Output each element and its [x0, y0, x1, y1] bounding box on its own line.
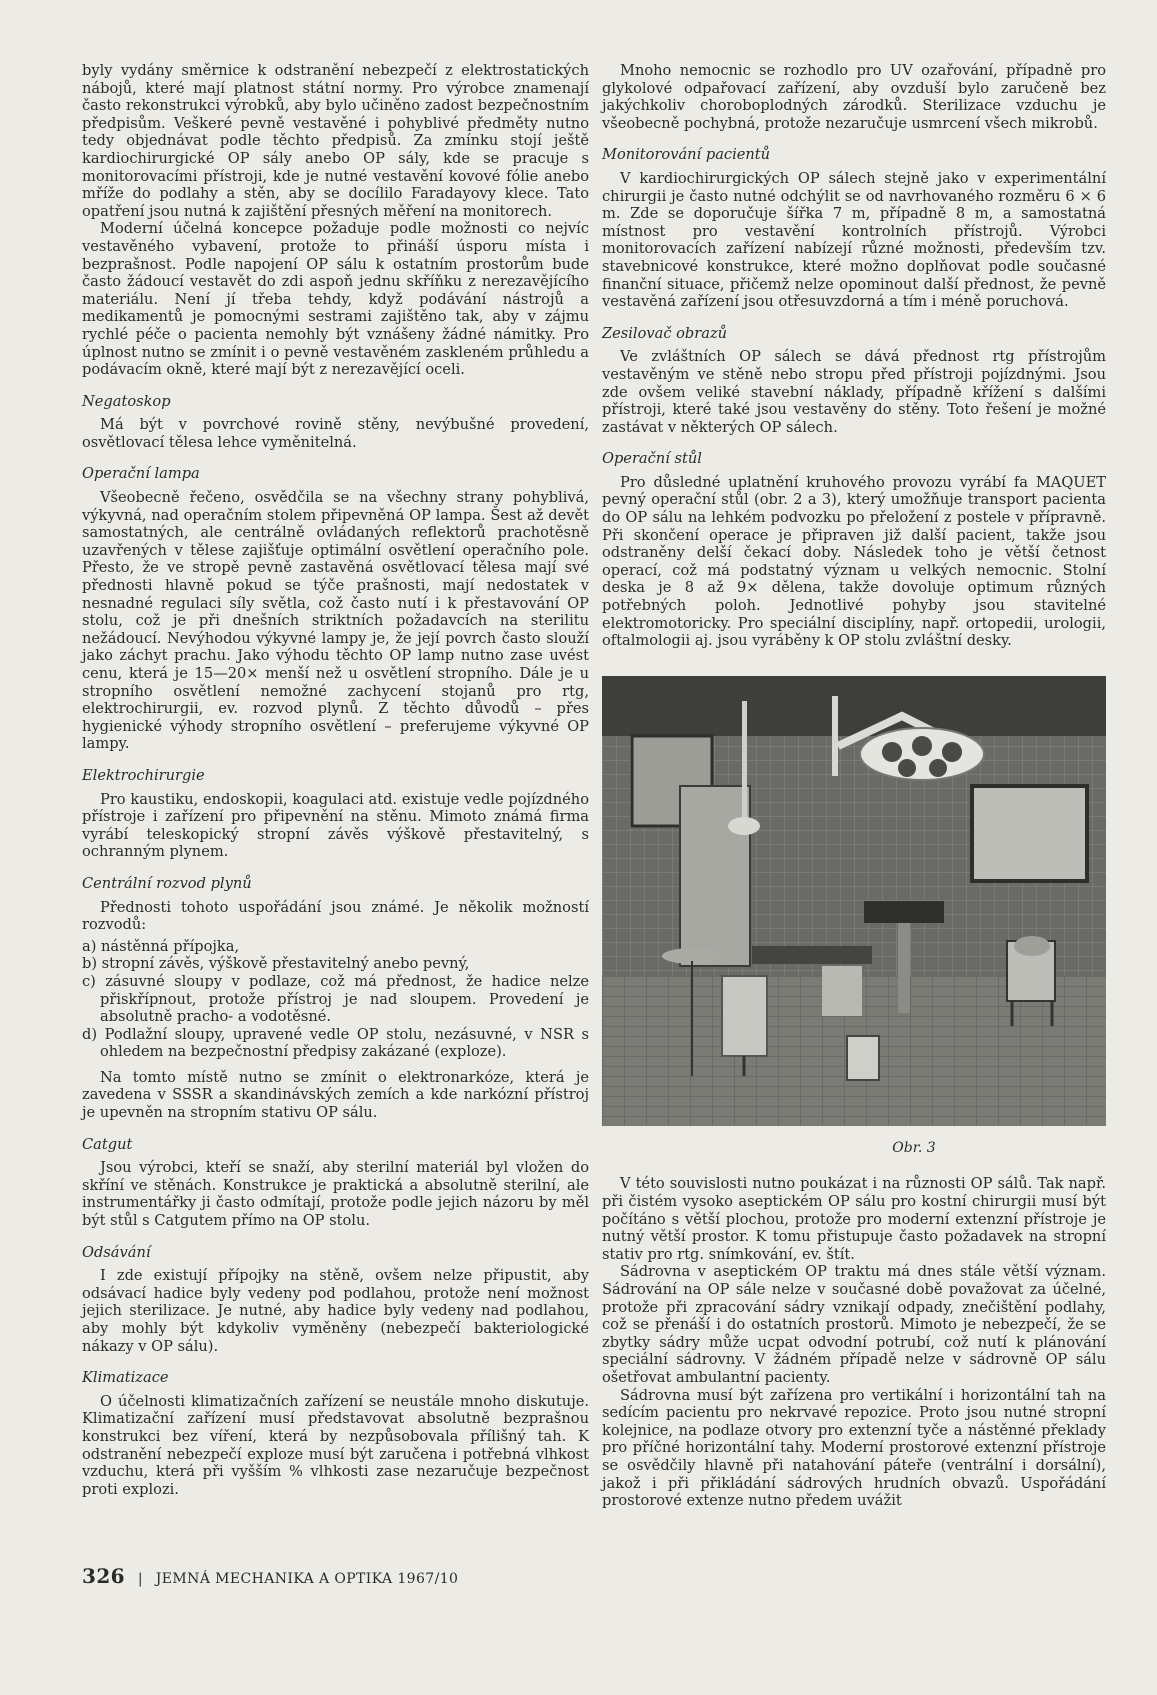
section-heading-zesilovac: Zesilovač obrazů	[602, 324, 728, 342]
section-heading-odsavani: Odsávání	[82, 1243, 151, 1261]
figure-caption: Obr. 3	[892, 1139, 936, 1156]
footer-divider: |	[137, 1571, 143, 1587]
section-heading-plyny: Centrální rozvod plynů	[82, 874, 252, 892]
journal-name: JEMNÁ MECHANIKA A OPTIKA 1967/10	[155, 1571, 459, 1587]
paragraph: Mnoho nemocnic se rozhodlo pro UV ozařování, případně pro glykolové odpařovací zařízení, aby ovzduší bylo zaručeně bez jakýchkoliv choroboplodných zárodků. Sterilizace vzduchu je všeobecně pochybná, protože nezaručuje usmrcení všech mikrobů.	[602, 62, 1106, 132]
page-number: 326	[82, 1564, 125, 1588]
right-column	[602, 62, 1106, 1510]
list-item: c) zásuvné sloupy v podlaze, což má přednost, že hadice nelze přiskřípnout, protože přístroj je nad sloupem. Provedení je absolutně pracho- a vodotěsné.	[82, 972, 589, 1026]
list-item: b) stropní závěs, výškově přestavitelný anebo pevný,	[82, 955, 470, 973]
paragraph: I zde existují přípojky na stěně, ovšem nelze připustit, aby odsávací hadice byly vedeny pod podlahou, protože není možnost jejich sterilizace. Je nutné, aby hadice byly vedeny nad podlahou, aby mohly být kdykoliv vyměněny (nebezpečí bakteriologické nákazy v OP sálu).	[82, 1267, 589, 1355]
section-heading-catgut: Catgut	[82, 1135, 133, 1153]
section-heading-elektrochirurgie: Elektrochirurgie	[82, 766, 205, 784]
page-footer	[82, 1564, 458, 1588]
paragraph: Má být v povrchové rovině stěny, nevýbušné provedení, osvětlovací tělesa lehce vyměnitelná.	[82, 416, 589, 451]
section-heading-monitorovani: Monitorování pacientů	[602, 146, 771, 164]
paragraph: V této souvislosti nutno poukázat i na různosti OP sálů. Tak např. při čistém vysoko aseptickém OP sálu pro kostní chirurgii musí být počítáno s větší plochou, protože pro moderní extenzní přístroje je nutný větší prostor. K tomu přistupuje často požadavek na stropní stativ pro rtg. snímkování, ev. štít.	[602, 1175, 1106, 1263]
paragraph: Sádrovna musí být zařízena pro vertikální i horizontální tah na sedícím pacientu pro nekrvavé repozice. Proto jsou nutné stropní kolejnice, na podlaze otvory pro extenzní tyče a nástěnné překlady pro příčné horizontální tahy. Moderní prostorové extenzní přístroje se osvědčily hlavně při natahování páteře (ventrální i dorsální), jakož i při přikládání sádrových hrudních obvazů. Uspořádání prostorové extenze nutno předem uvážit	[602, 1386, 1106, 1510]
left-column	[82, 62, 589, 1498]
list-item: d) Podlažní sloupy, upravené vedle OP stolu, nezásuvné, v NSR s ohledem na bezpečnostní předpisy zakázané (exploze).	[82, 1025, 589, 1061]
paragraph: V kardiochirurgických OP sálech stejně jako v experimentální chirurgii je často nutné odchýlit se od navrhovaného rozměru 6 × 6 m. Zde se doporučuje šířka 7 m, případně 8 m, a samostatná místnost pro vestavění kontrolních přístrojů. Výrobci monitorovacích zařízení nabízejí různé možnosti, především tzv. stavebnicové konstrukce, které možno doplňovat podle současné finanční situace, přičemž nelze opominout další přednost, že pevně vestavěná zařízení jsou otřesuvzdorná a tím i méně poruchová.	[602, 169, 1106, 311]
section-heading-stul: Operační stůl	[602, 450, 702, 468]
paragraph: O účelnosti klimatizačních zařízení se neustále mnoho diskutuje. Klimatizační zařízení musí představovat absolutně bezprašnou konstrukci bez víření, která by nezpůsobovala přílišný tah. K odstranění nebezpečí exploze musí být zaručena i potřebná vlhkost vzduchu, která při vyšším % vlhkosti zase nezaručuje bezpečnost proti explozi.	[82, 1392, 589, 1498]
paragraph: Jsou výrobci, kteří se snaží, aby sterilní materiál byl vložen do skříní ve stěnách. Konstrukce je praktická a absolutně sterilní, ale instrumentářky ji často odmítají, protože podle jejich názoru by měl být stůl s Catgutem přímo na OP stolu.	[82, 1159, 589, 1230]
section-heading-lampa: Operační lampa	[82, 465, 200, 483]
section-heading-klimatizace: Klimatizace	[82, 1369, 169, 1387]
operating-room-photo	[602, 676, 1106, 1126]
paragraph: Pro kaustiku, endoskopii, koagulaci atd. existuje vedle pojízdného přístroje i zařízení pro připevnění na stěnu. Mimoto známá firma vyrábí teleskopický stropní závěs výškově přestavitelný, s ochranným plynem.	[82, 790, 589, 861]
paragraph: Přednosti tohoto uspořádání jsou známé. Je několik možností rozvodů:	[82, 898, 589, 934]
paragraph: Všeobecně řečeno, osvědčila se na všechny strany pohyblivá, výkyvná, nad operačním stolem připevněná OP lampa. Šest až devět samostatných, ale centrálně ovládaných reflektorů prachotěsně uzavřených v tělese zajišťuje optimální osvětlení operačního pole. Přesto, že ve stropě pevně zastavěná osvětlovací tělesa mají své přednosti hlavně pokud se týče prašnosti, mají nedostatek v nesnadné regulaci síly světla, což často nutí i k přestavování OP stolu, což je při dnešních striktních požadavcích na sterilitu nežádoucí. Nevýhodou výkyvné lampy je, že její povrch často slouží jako záchyt prachu. Jako výhodu těchto OP lamp nutno zase uvést cenu, která je 15—20× menší než u osvětlení stropního. Dále je u stropního osvětlení nemožné zachycení stojanů pro rtg, elektrochirurgii, ev. rozvod plynů. Z těchto důvodů – přes hygienické výhody stropního osvětlení – preferujeme výkyvné OP lampy.	[82, 489, 589, 753]
paragraph: byly vydány směrnice k odstranění nebezpečí z elektrostatických nábojů, které mají platnost státní normy. Pro výrobce znamenají často rekonstrukci výrobků, aby bylo učiněno zadost bezpečnostním předpisům. Veškeré pevně vestavěné i pohyblivé předměty nutno tedy objednávat podle těchto předpisů. Za zmínku stojí ještě kardiochirurgické OP sály anebo OP sály, kde se pracuje s monitorovacími přístroji, kde je nutné vestavění kovové fólie anebo mříže do podlahy a stěn, aby se docílilo Faradayovy klece. Tato opatření jsou nutná k zajištění přesných měření na monitorech.	[82, 62, 589, 220]
gas-distribution-list	[82, 938, 589, 1061]
list-item: a) nástěnná přípojka,	[82, 937, 240, 955]
paragraph: Na tomto místě nutno se zmínit o elektronarkóze, která je zavedena v SSSR a skandinávských zemích a kde narkózní přístroj je upevněn na stropním stativu OP sálu.	[82, 1068, 589, 1122]
paragraph: Pro důsledné uplatnění kruhového provozu vyrábí fa MAQUET pevný operační stůl (obr. 2 a 3), který umožňuje transport pacienta do OP sálu na lehkém podvozku po přeložení z postele v přípravně. Při skončení operace je připraven již další pacient, takže jsou odstraněny delší čekací doby. Následek toho je větší četnost operací, což má podstatný význam u velkých nemocnic. Stolní deska je 8 až 9× dělena, takže dovoluje optimum různých potřebných poloh. Jednotlivé pohyby jsou stavitelné elektromotoricky. Pro speciální disciplíny, např. ortopedii, urologii, oftalmologii aj. jsou vyráběny k OP stolu zvláštní desky.	[602, 473, 1106, 650]
paragraph: Moderní účelná koncepce požaduje podle možnosti co nejvíc vestavěného vybavení, protože to přináší úsporu místa i bezprašnost. Podle napojení OP sálu k ostatním prostorům bude často žádoucí vestavět do zdi aspoň jednu skříňku z nerezavějícího materiálu. Není jí třeba tehdy, když podávání nástrojů a medikamentů je pomocnými sestrami zajištěno tak, aby v zájmu rychlé péče o pacienta nemohly být vznášeny žádné námitky. Pro úplnost nutno se zmínit i o pevně vestavěném zaskleném průhledu a podávacím okně, které mají být z nerezavějící oceli.	[82, 220, 589, 379]
paragraph: Ve zvláštních OP sálech se dává přednost rtg přístrojům vestavěným ve stěně nebo stropu před přístroji pojízdnými. Jsou zde ovšem veliké stavební náklady, případně křížení s dalšími přístroji, které také jsou vestavěny do stěny. Toto řešení je možné zastávat v některých OP sálech.	[602, 348, 1106, 436]
paragraph: Sádrovna v aseptickém OP traktu má dnes stále větší význam. Sádrování na OP sále nelze v současné době považovat za účelné, protože při zpracování sádry vznikají odpady, znečištění podlahy, což se přenáší i do ostatních prostorů. Mimoto je nebezpečí, že se zbytky sádry může ucpat odvodní potrubí, což nutí k plánování speciální sádrovny. V žádném případě nelze v sádrovně OP sálu ošetřovat ambulantní pacienty.	[602, 1263, 1106, 1386]
section-heading-negatoskop: Negatoskop	[82, 392, 171, 410]
